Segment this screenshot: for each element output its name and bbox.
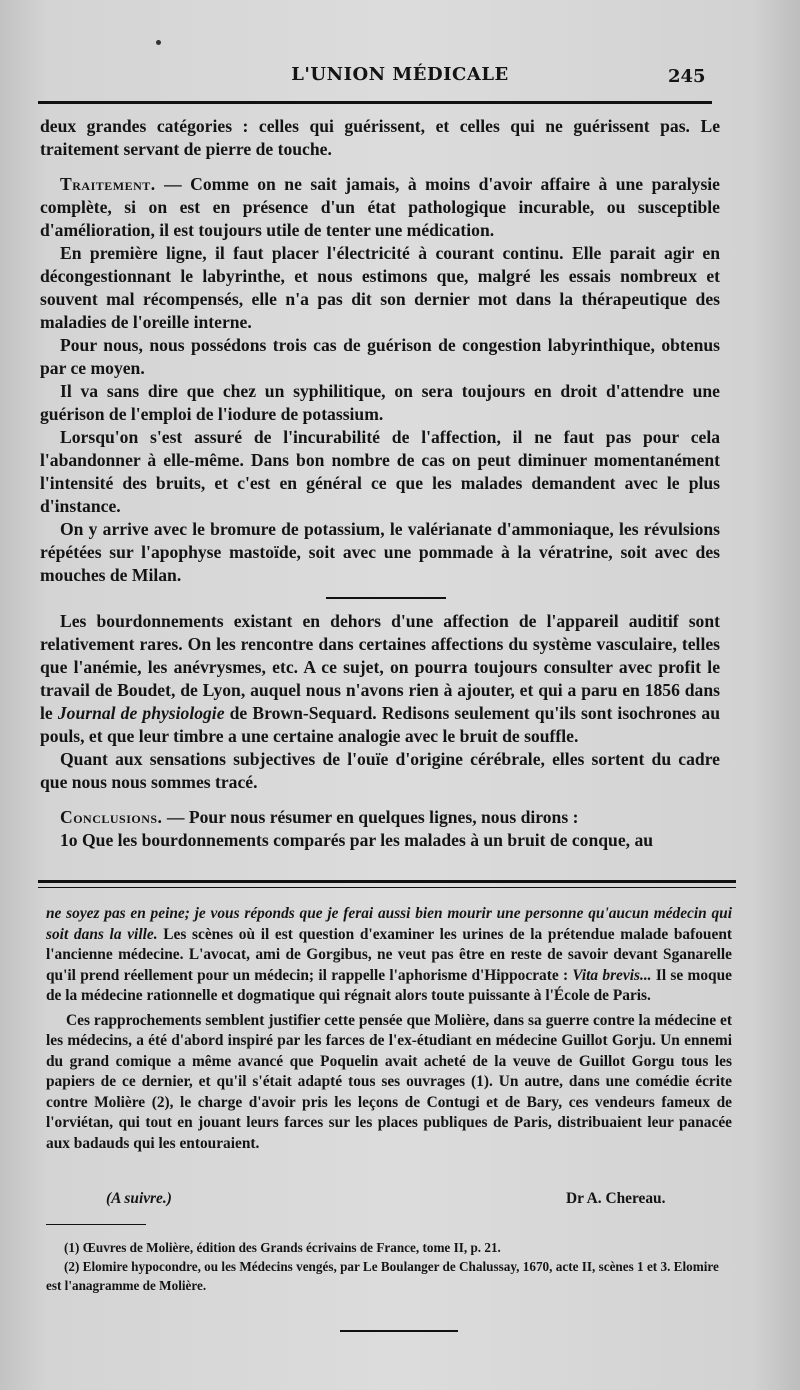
- footnote: (2) Elomire hypocondre, ou les Médecins vengés, par Le Boulanger de Chalussay, 1670, acte II, scènes 1 et 3. Elomire est l'anagramme de Molière.: [46, 1259, 719, 1293]
- footnote: (1) Œuvres de Molière, édition des Grands écrivains de France, tome II, p. 21.: [64, 1240, 501, 1255]
- paragraph-traitement: [40, 173, 720, 242]
- footnotes: [46, 1238, 736, 1295]
- paragraph: deux grandes catégories : celles qui guérissent, et celles qui ne guérissent pas. Le traitement servant de pierre de touche.: [40, 116, 720, 159]
- author-signature: Dr A. Chereau.: [566, 1190, 666, 1207]
- quote-text: Vita brevis...: [572, 966, 652, 984]
- ink-dot: [156, 40, 161, 45]
- journal-title: Journal de physiologie: [57, 703, 225, 723]
- paragraph-conclusions: [40, 806, 720, 829]
- feuilleton-rule-top: [38, 880, 736, 883]
- section-label: Conclusions.: [60, 807, 163, 827]
- paragraph: Quant aux sensations subjectives de l'ouïe d'origine cérébrale, elles sortent du cadre que nous nous sommes tracé.: [40, 749, 720, 792]
- running-title: L'UNION MÉDICALE: [291, 64, 509, 85]
- continuation-note: (A suivre.): [106, 1190, 172, 1207]
- paragraph-text: Les scènes où il est question d'examiner les urines de la prétendue malade bafouent l'ancienne médecine. L'avocat, ami de Gorgibus, ne veut pas être en reste de savoir devant Sganarelle qu'il prend réellement pour un médecin; il rappelle l'aphorisme d'Hippocrate :: [46, 925, 733, 984]
- page-number: 245: [668, 66, 706, 87]
- main-text-upper: [40, 115, 720, 587]
- feuilleton-text: [46, 904, 732, 1154]
- footnote-rule: [46, 1224, 146, 1225]
- feuilleton-rule-bottom: [38, 887, 736, 888]
- section-separator: [326, 597, 446, 599]
- paragraph-text: Il se moque de la médecine rationnelle et dogmatique qui régnait alors toute puissante à l'École de Paris.: [46, 966, 732, 1004]
- paragraph: Il va sans dire que chez un syphilitique, on sera toujours en droit d'attendre une guérison de l'emploi de l'iodure de potassium.: [40, 381, 720, 424]
- section-label: Traitement.: [60, 174, 156, 194]
- paragraph: Pour nous, nous possédons trois cas de guérison de congestion labyrinthique, obtenus par ce moyen.: [40, 335, 720, 378]
- main-text-lower: [40, 610, 720, 852]
- paragraph: En première ligne, il faut placer l'électricité à courant continu. Elle parait agir en décongestionnant le labyrinthe, et nous estimons que, malgré les essais nombreux et souvent mal récompensés, elle n'a pas dit son dernier mot dans la thérapeutique des maladies de l'oreille interne.: [40, 243, 720, 332]
- paragraph-text: — Comme on ne sait jamais, à moins d'avoir affaire à une paralysie complète, si on est en présence d'un état pathologique incurable, ou susceptible d'amélioration, il est toujours utile de tenter une médication.: [40, 174, 720, 240]
- paragraph: Ces rapprochements semblent justifier cette pensée que Molière, dans sa guerre contre la médecine et les médecins, a été d'abord inspiré par les farces de l'ex-étudiant en médecine Guillot Gorju. Un ennemi du grand comique a même avancé que Poquelin avait acheté de la veuve de Guillot Gorgu tous les papiers de ce dernier, et qu'il s'était adapté tous ses ouvrages (1). Un autre, dans une comédie écrite contre Molière (2), le charge d'avoir pris les leçons de Contugi et de Bary, ces vendeurs fameux de l'orviétan, qui tout en jouant leurs farces sur les places publiques de Paris, distribuaient leur panacée aux badauds qui les entouraient.: [46, 1011, 732, 1152]
- paragraph: Lorsqu'on s'est assuré de l'incurabilité de l'affection, il ne faut pas pour cela l'abandonner à elle-même. Dans bon nombre de cas on peut diminuer momentanément l'intensité des bruits, et c'est en général ce que les malades demandent avec le plus d'instance.: [40, 427, 720, 516]
- paragraph-text: Les bourdonnements existant en dehors d'une affection de l'appareil auditif sont relativement rares. On les rencontre dans certaines affections du système vasculaire, telles que l'anémie, les anévrysmes, etc. A ce sujet, on pourra toujours consulter avec profit le travail de Boudet, de Lyon, auquel nous n'avons rien à ajouter, et qui a paru en 1856 dans le: [40, 611, 720, 723]
- paragraph-bourdonnements: [40, 610, 720, 748]
- paragraph: On y arrive avec le bromure de potassium, le valérianate d'ammoniaque, les révulsions répétées sur l'apophyse mastoïde, soit avec une pommade à la vératrine, soit avec des mouches de Milan.: [40, 519, 720, 585]
- paragraph: [46, 904, 732, 1007]
- quote-text: ne soyez pas en peine; je vous réponds que je ferai aussi bien mourir une personne qu'aucun médecin qui soit dans la ville.: [46, 905, 732, 943]
- signature-line: [46, 1190, 732, 1214]
- header-rule: [38, 101, 712, 104]
- paragraph-text: — Pour nous résumer en quelques lignes, nous dirons :: [162, 807, 579, 827]
- paragraph: 1o Que les bourdonnements comparés par les malades à un bruit de conque, au: [60, 830, 654, 850]
- paragraph-text: de Brown-Sequard. Redisons seulement qu'ils sont isochrones au pouls, et que leur timbre a une certaine analogie avec le bruit de souffle.: [40, 703, 720, 746]
- page-end-rule: [340, 1330, 458, 1332]
